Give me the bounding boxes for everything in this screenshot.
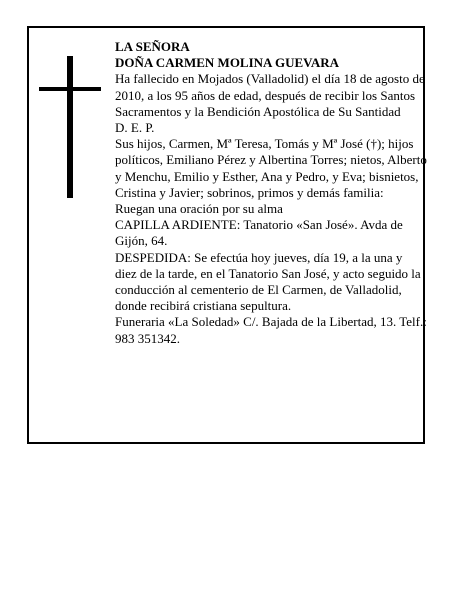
notice-text — [115, 39, 427, 347]
notice-title: LA SEÑORA — [115, 39, 190, 54]
prayer-request: Ruegan una oración por su alma — [115, 201, 283, 217]
chapel-info: CAPILLA ARDIENTE: Tanatorio «San José». Avda de Gijón, 64. — [115, 217, 403, 249]
farewell-info: DESPEDIDA: Se efectúa hoy jueves, día 19, a la una y diez de la tarde, en el Tanatorio San José, y acto seguido la conducción al cementerio de El Carmen, de Valladolid, donde recibirá cristiana sepultura. — [115, 249, 421, 314]
death-statement: Ha fallecido en Mojados (Valladolid) el día 18 de agosto de 2010, a los 95 años de edad, después de recibir los Santos Sacramentos y la Bendición Apostólica de Su Santidad — [115, 71, 425, 119]
deceased-name: DOÑA CARMEN MOLINA GUEVARA — [115, 55, 340, 71]
cross-vertical-bar — [67, 56, 73, 198]
obituary-notice — [27, 26, 425, 444]
funeral-home-info: Funeraria «La Soledad» C/. Bajada de la Libertad, 13. Telf.: 983 351342. — [115, 314, 427, 346]
family-list: Sus hijos, Carmen, Mª Teresa, Tomás y Mª José (†); hijos políticos, Emiliano Pérez y Albertina Torres; nietos, Alberto y Menchu, Emilio y Esther, Ana y Pedro, y Eva; bisnietos, Cristina y Javier; sobrinos, primos y demás familia: — [115, 136, 427, 200]
cross-horizontal-bar — [39, 87, 101, 91]
rip-text: D. E. P. — [115, 120, 155, 136]
